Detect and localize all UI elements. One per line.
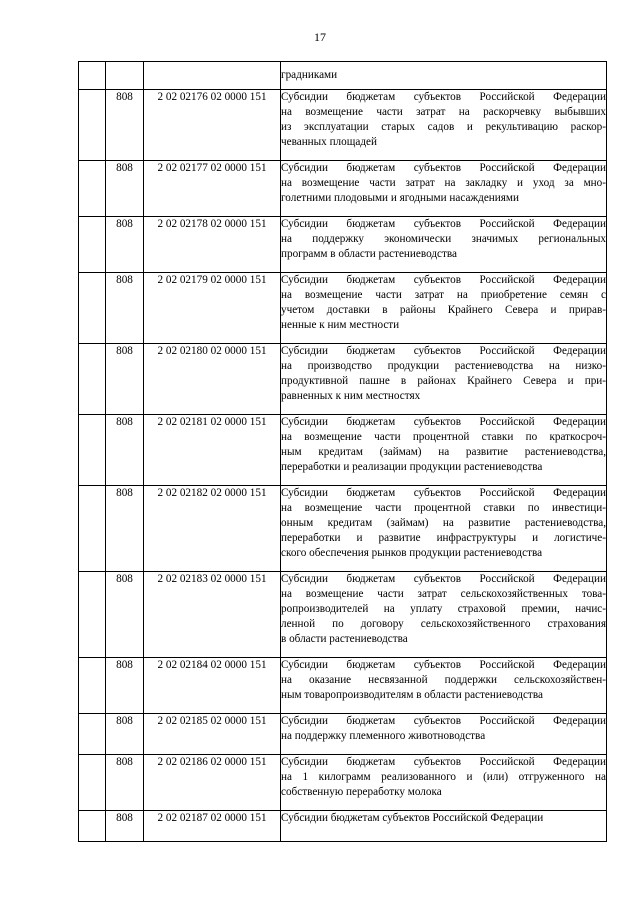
description-cell <box>281 415 607 486</box>
description-line: ленной по договору сельскохозяйственного страхования <box>281 618 606 630</box>
table-row <box>79 273 607 344</box>
blank-cell <box>79 415 106 486</box>
description-cell <box>281 572 607 658</box>
description-cell <box>281 658 607 714</box>
description-line: Субсидии бюджетам субъектов Российской Федерации <box>281 162 606 174</box>
blank-cell <box>79 273 106 344</box>
table-row <box>79 161 607 217</box>
table-row <box>79 572 607 658</box>
budget-classification-code-cell: 2 02 02183 02 0000 151 <box>144 572 281 658</box>
description-line: ным товаропроизводителям в области растениеводства <box>281 689 543 701</box>
description-cell <box>281 344 607 415</box>
description-line: Субсидии бюджетам субъектов Российской Федерации <box>281 416 606 428</box>
budget-classification-code-cell: 2 02 02179 02 0000 151 <box>144 273 281 344</box>
description-line: ненные к ним местности <box>281 319 400 331</box>
table-body <box>79 62 607 842</box>
table-row <box>79 811 607 842</box>
description-line: переработки и реализации продукции растениеводства <box>281 461 543 473</box>
description-line: ского обеспечения рынков продукции растениеводства <box>281 547 543 559</box>
description-line: онным кредитам (займам) на развитие растениеводства, <box>281 517 606 529</box>
description-line: чеванных площадей <box>281 136 377 148</box>
budget-codes-table <box>78 61 607 842</box>
table-row <box>79 217 607 273</box>
description-line: на возмещение части затрат на приобретение семян с <box>281 289 606 301</box>
blank-cell <box>79 572 106 658</box>
table-row <box>79 486 607 572</box>
budget-classification-code-cell: 2 02 02185 02 0000 151 <box>144 714 281 755</box>
description-line: собственную переработку молока <box>281 786 442 798</box>
blank-cell <box>79 658 106 714</box>
budget-classification-code-cell: 2 02 02182 02 0000 151 <box>144 486 281 572</box>
description-line: на возмещение части затрат сельскохозяйственных това- <box>281 588 606 600</box>
table-row <box>79 415 607 486</box>
description-cell <box>281 273 607 344</box>
description-line: на возмещение части затрат на закладку и уход за мно- <box>281 177 606 189</box>
description-line: программ в области растениеводства <box>281 248 457 260</box>
table-row <box>79 344 607 415</box>
description-line: продуктивной пашне в районах Крайнего Севера и при- <box>281 375 606 387</box>
description-line: Субсидии бюджетам субъектов Российской Федерации <box>281 487 606 499</box>
administrator-code-cell: 808 <box>106 161 144 217</box>
description-cell <box>281 62 607 90</box>
budget-classification-code-cell: 2 02 02184 02 0000 151 <box>144 658 281 714</box>
administrator-code-cell: 808 <box>106 658 144 714</box>
blank-cell <box>79 62 106 90</box>
description-line: учетом доставки в районы Крайнего Севера и прирав- <box>281 304 606 316</box>
budget-classification-code-cell: 2 02 02180 02 0000 151 <box>144 344 281 415</box>
description-line: ропроизводителей на уплату страховой премии, начис- <box>281 603 606 615</box>
budget-classification-code-cell: 2 02 02177 02 0000 151 <box>144 161 281 217</box>
description-line: на производство продукции растениеводства на низко- <box>281 360 606 372</box>
table-row <box>79 755 607 811</box>
blank-cell <box>79 90 106 161</box>
description-cell <box>281 161 607 217</box>
description-line: голетними плодовыми и ягодными насаждениями <box>281 192 519 204</box>
description-line: Субсидии бюджетам субъектов Российской Федерации <box>281 756 606 768</box>
description-line: в области растениеводства <box>281 633 408 645</box>
budget-classification-code-cell: 2 02 02178 02 0000 151 <box>144 217 281 273</box>
table-row <box>79 90 607 161</box>
description-line: Субсидии бюджетам субъектов Российской Федерации <box>281 659 606 671</box>
description-line: ным кредитам (займам) на развитие растениеводства, <box>281 446 606 458</box>
description-line: Субсидии бюджетам субъектов Российской Федерации <box>281 812 544 824</box>
administrator-code-cell: 808 <box>106 486 144 572</box>
budget-classification-code-cell <box>144 62 281 90</box>
budget-classification-code-cell: 2 02 02187 02 0000 151 <box>144 811 281 842</box>
description-line: из эксплуатации старых садов и рекультивацию раскор- <box>281 121 606 133</box>
blank-cell <box>79 755 106 811</box>
blank-cell <box>79 217 106 273</box>
administrator-code-cell: 808 <box>106 714 144 755</box>
table-row <box>79 658 607 714</box>
administrator-code-cell <box>106 62 144 90</box>
description-line: Субсидии бюджетам субъектов Российской Федерации <box>281 91 606 103</box>
blank-cell <box>79 161 106 217</box>
administrator-code-cell: 808 <box>106 273 144 344</box>
administrator-code-cell: 808 <box>106 572 144 658</box>
administrator-code-cell: 808 <box>106 755 144 811</box>
description-line: градниками <box>281 69 338 81</box>
blank-cell <box>79 344 106 415</box>
description-line: на возмещение части процентной ставки по краткосроч- <box>281 431 606 443</box>
description-cell <box>281 811 607 842</box>
table-row <box>79 62 607 90</box>
budget-classification-code-cell: 2 02 02176 02 0000 151 <box>144 90 281 161</box>
administrator-code-cell: 808 <box>106 811 144 842</box>
description-line: Субсидии бюджетам субъектов Российской Федерации <box>281 715 606 727</box>
description-cell <box>281 486 607 572</box>
blank-cell <box>79 714 106 755</box>
administrator-code-cell: 808 <box>106 217 144 273</box>
description-line: Субсидии бюджетам субъектов Российской Федерации <box>281 274 606 286</box>
description-cell <box>281 90 607 161</box>
description-cell <box>281 217 607 273</box>
description-line: переработки и развитие инфраструктуры и логистиче- <box>281 532 606 544</box>
table-row <box>79 714 607 755</box>
page-number: 17 <box>314 30 326 44</box>
description-line: на возмещение части затрат на раскорчевку выбывших <box>281 106 606 118</box>
description-line: на оказание несвязанной поддержки сельскохозяйствен- <box>281 674 606 686</box>
description-line: на поддержку экономически значимых региональных <box>281 233 606 245</box>
description-line: Субсидии бюджетам субъектов Российской Федерации <box>281 573 606 585</box>
description-cell <box>281 755 607 811</box>
description-line: равненных к ним местностях <box>281 390 421 402</box>
administrator-code-cell: 808 <box>106 415 144 486</box>
blank-cell <box>79 486 106 572</box>
description-cell <box>281 714 607 755</box>
budget-classification-code-cell: 2 02 02186 02 0000 151 <box>144 755 281 811</box>
description-line: на 1 килограмм реализованного и (или) отгруженного на <box>281 771 606 783</box>
budget-classification-code-cell: 2 02 02181 02 0000 151 <box>144 415 281 486</box>
blank-cell <box>79 811 106 842</box>
description-line: Субсидии бюджетам субъектов Российской Федерации <box>281 345 606 357</box>
description-line: на поддержку племенного животноводства <box>281 730 486 742</box>
description-line: на возмещение части процентной ставки по инвестици- <box>281 502 606 514</box>
administrator-code-cell: 808 <box>106 90 144 161</box>
description-line: Субсидии бюджетам субъектов Российской Федерации <box>281 218 606 230</box>
administrator-code-cell: 808 <box>106 344 144 415</box>
